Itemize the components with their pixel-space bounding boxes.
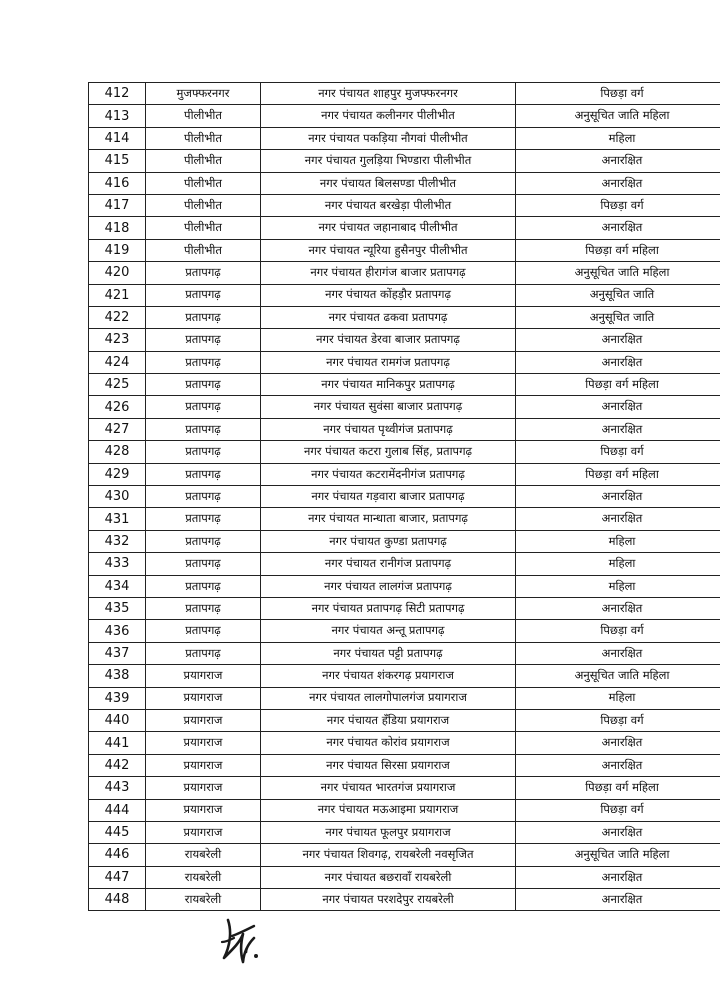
table-row bbox=[89, 687, 720, 709]
reservation-category-cell: पिछड़ा वर्ग महिला bbox=[516, 374, 720, 396]
district-cell: पीलीभीत bbox=[146, 194, 261, 216]
serial-number-cell: 438 bbox=[89, 665, 146, 687]
reservation-category-cell: महिला bbox=[516, 530, 720, 552]
district-cell: प्रयागराज bbox=[146, 687, 261, 709]
nagar-panchayat-cell: नगर पंचायत लालगंज प्रतापगढ़ bbox=[261, 575, 516, 597]
serial-number-cell: 435 bbox=[89, 597, 146, 619]
nagar-panchayat-cell: नगर पंचायत कोंहड़ौर प्रतापगढ़ bbox=[261, 284, 516, 306]
nagar-panchayat-cell: नगर पंचायत जहानाबाद पीलीभीत bbox=[261, 217, 516, 239]
table-row bbox=[89, 418, 720, 440]
nagar-panchayat-cell: नगर पंचायत बरखेड़ा पीलीभीत bbox=[261, 194, 516, 216]
nagar-panchayat-cell: नगर पंचायत कुण्डा प्रतापगढ़ bbox=[261, 530, 516, 552]
serial-number-cell: 447 bbox=[89, 866, 146, 888]
table-row bbox=[89, 553, 720, 575]
reservation-category-cell: अनुसूचित जाति महिला bbox=[516, 262, 720, 284]
nagar-panchayat-cell: नगर पंचायत भारतगंज प्रयागराज bbox=[261, 777, 516, 799]
nagar-panchayat-cell: नगर पंचायत शिवगढ़, रायबरेली नवसृजित bbox=[261, 844, 516, 866]
district-cell: प्रयागराज bbox=[146, 709, 261, 731]
district-cell: प्रतापगढ़ bbox=[146, 463, 261, 485]
table-row bbox=[89, 799, 720, 821]
nagar-panchayat-cell: नगर पंचायत न्यूरिया हुसैनपुर पीलीभीत bbox=[261, 239, 516, 261]
reservation-category-cell: अनारक्षित bbox=[516, 866, 720, 888]
district-cell: प्रयागराज bbox=[146, 665, 261, 687]
reservation-category-cell: पिछड़ा वर्ग bbox=[516, 709, 720, 731]
district-cell: पीलीभीत bbox=[146, 127, 261, 149]
district-cell: प्रतापगढ़ bbox=[146, 441, 261, 463]
table-row bbox=[89, 83, 720, 105]
nagar-panchayat-cell: नगर पंचायत कटरामेंदनीगंज प्रतापगढ़ bbox=[261, 463, 516, 485]
district-cell: रायबरेली bbox=[146, 866, 261, 888]
serial-number-cell: 436 bbox=[89, 620, 146, 642]
nagar-panchayat-cell: नगर पंचायत डेरवा बाजार प्रतापगढ़ bbox=[261, 329, 516, 351]
district-cell: रायबरेली bbox=[146, 844, 261, 866]
district-cell: प्रयागराज bbox=[146, 799, 261, 821]
table-row bbox=[89, 351, 720, 373]
district-cell: प्रयागराज bbox=[146, 821, 261, 843]
district-cell: पीलीभीत bbox=[146, 217, 261, 239]
table-row bbox=[89, 127, 720, 149]
nagar-panchayat-cell: नगर पंचायत हँडिया प्रयागराज bbox=[261, 709, 516, 731]
serial-number-cell: 417 bbox=[89, 194, 146, 216]
reservation-category-cell: अनारक्षित bbox=[516, 396, 720, 418]
nagar-panchayat-cell: नगर पंचायत सुवंसा बाजार प्रतापगढ़ bbox=[261, 396, 516, 418]
reservation-category-cell: अनारक्षित bbox=[516, 217, 720, 239]
reservation-category-cell: अनारक्षित bbox=[516, 329, 720, 351]
table-row bbox=[89, 889, 720, 911]
reservation-category-cell: अनारक्षित bbox=[516, 732, 720, 754]
district-cell: पीलीभीत bbox=[146, 239, 261, 261]
nagar-panchayat-cell: नगर पंचायत पृथ्वीगंज प्रतापगढ़ bbox=[261, 418, 516, 440]
district-cell: प्रतापगढ़ bbox=[146, 418, 261, 440]
reservation-category-cell: अनारक्षित bbox=[516, 486, 720, 508]
nagar-panchayat-cell: नगर पंचायत बिलसण्डा पीलीभीत bbox=[261, 172, 516, 194]
nagar-panchayat-cell: नगर पंचायत ढकवा प्रतापगढ़ bbox=[261, 306, 516, 328]
table-row bbox=[89, 620, 720, 642]
nagar-panchayat-cell: नगर पंचायत कटरा गुलाब सिंह, प्रतापगढ़ bbox=[261, 441, 516, 463]
district-cell: प्रयागराज bbox=[146, 732, 261, 754]
table-row bbox=[89, 463, 720, 485]
reservation-category-cell: अनुसूचित जाति bbox=[516, 306, 720, 328]
serial-number-cell: 425 bbox=[89, 374, 146, 396]
serial-number-cell: 442 bbox=[89, 754, 146, 776]
serial-number-cell: 429 bbox=[89, 463, 146, 485]
district-cell: प्रतापगढ़ bbox=[146, 597, 261, 619]
serial-number-cell: 433 bbox=[89, 553, 146, 575]
table-row bbox=[89, 530, 720, 552]
district-cell: प्रयागराज bbox=[146, 754, 261, 776]
district-cell: प्रतापगढ़ bbox=[146, 351, 261, 373]
serial-number-cell: 448 bbox=[89, 889, 146, 911]
table-row bbox=[89, 821, 720, 843]
table-row bbox=[89, 754, 720, 776]
district-cell: प्रतापगढ़ bbox=[146, 396, 261, 418]
serial-number-cell: 443 bbox=[89, 777, 146, 799]
district-cell: पीलीभीत bbox=[146, 105, 261, 127]
nagar-panchayat-cell: नगर पंचायत अन्तू प्रतापगढ़ bbox=[261, 620, 516, 642]
serial-number-cell: 432 bbox=[89, 530, 146, 552]
handwritten-signature-icon bbox=[210, 912, 270, 972]
table-row bbox=[89, 374, 720, 396]
table-row bbox=[89, 262, 720, 284]
nagar-panchayat-cell: नगर पंचायत गड़वारा बाजार प्रतापगढ़ bbox=[261, 486, 516, 508]
reservation-category-cell: पिछड़ा वर्ग bbox=[516, 441, 720, 463]
table-row bbox=[89, 172, 720, 194]
reservation-category-cell: अनुसूचित जाति महिला bbox=[516, 105, 720, 127]
table-row bbox=[89, 306, 720, 328]
serial-number-cell: 430 bbox=[89, 486, 146, 508]
district-cell: प्रयागराज bbox=[146, 777, 261, 799]
reservation-category-cell: पिछड़ा वर्ग महिला bbox=[516, 777, 720, 799]
district-cell: प्रतापगढ़ bbox=[146, 262, 261, 284]
nagar-panchayat-cell: नगर पंचायत मान्धाता बाजार, प्रतापगढ़ bbox=[261, 508, 516, 530]
nagar-panchayat-cell: नगर पंचायत सिरसा प्रयागराज bbox=[261, 754, 516, 776]
table-row bbox=[89, 396, 720, 418]
serial-number-cell: 412 bbox=[89, 83, 146, 105]
reservation-table bbox=[88, 82, 720, 911]
serial-number-cell: 427 bbox=[89, 418, 146, 440]
serial-number-cell: 440 bbox=[89, 709, 146, 731]
reservation-category-cell: अनारक्षित bbox=[516, 172, 720, 194]
table-row bbox=[89, 575, 720, 597]
serial-number-cell: 414 bbox=[89, 127, 146, 149]
district-cell: प्रतापगढ़ bbox=[146, 329, 261, 351]
nagar-panchayat-cell: नगर पंचायत बछरावाँ रायबरेली bbox=[261, 866, 516, 888]
nagar-panchayat-cell: नगर पंचायत रामगंज प्रतापगढ़ bbox=[261, 351, 516, 373]
serial-number-cell: 431 bbox=[89, 508, 146, 530]
reservation-category-cell: अनारक्षित bbox=[516, 351, 720, 373]
nagar-panchayat-cell: नगर पंचायत गुलड़िया भिण्डारा पीलीभीत bbox=[261, 150, 516, 172]
reservation-category-cell: महिला bbox=[516, 553, 720, 575]
reservation-category-cell: अनुसूचित जाति bbox=[516, 284, 720, 306]
serial-number-cell: 428 bbox=[89, 441, 146, 463]
reservation-category-cell: महिला bbox=[516, 575, 720, 597]
reservation-category-cell: महिला bbox=[516, 687, 720, 709]
district-cell: प्रतापगढ़ bbox=[146, 508, 261, 530]
serial-number-cell: 418 bbox=[89, 217, 146, 239]
serial-number-cell: 419 bbox=[89, 239, 146, 261]
nagar-panchayat-cell: नगर पंचायत कलीनगर पीलीभीत bbox=[261, 105, 516, 127]
table-row bbox=[89, 284, 720, 306]
nagar-panchayat-cell: नगर पंचायत मानिकपुर प्रतापगढ़ bbox=[261, 374, 516, 396]
serial-number-cell: 416 bbox=[89, 172, 146, 194]
nagar-panchayat-cell: नगर पंचायत पकड़िया नौगवां पीलीभीत bbox=[261, 127, 516, 149]
nagar-panchayat-cell: नगर पंचायत कोरांव प्रयागराज bbox=[261, 732, 516, 754]
table-row bbox=[89, 665, 720, 687]
nagar-panchayat-cell: नगर पंचायत लालगोपालगंज प्रयागराज bbox=[261, 687, 516, 709]
reservation-category-cell: अनारक्षित bbox=[516, 821, 720, 843]
nagar-panchayat-cell: नगर पंचायत रानीगंज प्रतापगढ़ bbox=[261, 553, 516, 575]
table-row bbox=[89, 217, 720, 239]
nagar-panchayat-cell: नगर पंचायत परशदेपुर रायबरेली bbox=[261, 889, 516, 911]
nagar-panchayat-cell: नगर पंचायत पट्टी प्रतापगढ़ bbox=[261, 642, 516, 664]
table-body bbox=[89, 83, 720, 911]
serial-number-cell: 420 bbox=[89, 262, 146, 284]
reservation-category-cell: अनुसूचित जाति महिला bbox=[516, 665, 720, 687]
table-row bbox=[89, 732, 720, 754]
reservation-category-cell: पिछड़ा वर्ग महिला bbox=[516, 463, 720, 485]
reservation-category-cell: अनुसूचित जाति महिला bbox=[516, 844, 720, 866]
serial-number-cell: 424 bbox=[89, 351, 146, 373]
nagar-panchayat-cell: नगर पंचायत हीरागंज बाजार प्रतापगढ़ bbox=[261, 262, 516, 284]
district-cell: प्रतापगढ़ bbox=[146, 284, 261, 306]
district-cell: प्रतापगढ़ bbox=[146, 486, 261, 508]
reservation-category-cell: अनारक्षित bbox=[516, 418, 720, 440]
table-row bbox=[89, 486, 720, 508]
serial-number-cell: 422 bbox=[89, 306, 146, 328]
serial-number-cell: 421 bbox=[89, 284, 146, 306]
reservation-category-cell: पिछड़ा वर्ग महिला bbox=[516, 239, 720, 261]
district-cell: रायबरेली bbox=[146, 889, 261, 911]
serial-number-cell: 434 bbox=[89, 575, 146, 597]
table-row bbox=[89, 441, 720, 463]
nagar-panchayat-cell: नगर पंचायत शाहपुर मुजफ्फरनगर bbox=[261, 83, 516, 105]
serial-number-cell: 413 bbox=[89, 105, 146, 127]
nagar-panchayat-cell: नगर पंचायत प्रतापगढ़ सिटी प्रतापगढ़ bbox=[261, 597, 516, 619]
nagar-panchayat-cell: नगर पंचायत मऊआइमा प्रयागराज bbox=[261, 799, 516, 821]
serial-number-cell: 441 bbox=[89, 732, 146, 754]
reservation-category-cell: पिछड़ा वर्ग bbox=[516, 194, 720, 216]
district-cell: पीलीभीत bbox=[146, 172, 261, 194]
table-row bbox=[89, 777, 720, 799]
nagar-panchayat-cell: नगर पंचायत फूलपुर प्रयागराज bbox=[261, 821, 516, 843]
district-cell: प्रतापगढ़ bbox=[146, 374, 261, 396]
table-row bbox=[89, 508, 720, 530]
table-row bbox=[89, 597, 720, 619]
district-cell: प्रतापगढ़ bbox=[146, 620, 261, 642]
serial-number-cell: 446 bbox=[89, 844, 146, 866]
district-cell: प्रतापगढ़ bbox=[146, 306, 261, 328]
reservation-category-cell: अनारक्षित bbox=[516, 508, 720, 530]
district-cell: पीलीभीत bbox=[146, 150, 261, 172]
district-cell: प्रतापगढ़ bbox=[146, 575, 261, 597]
serial-number-cell: 415 bbox=[89, 150, 146, 172]
serial-number-cell: 444 bbox=[89, 799, 146, 821]
district-cell: प्रतापगढ़ bbox=[146, 642, 261, 664]
serial-number-cell: 439 bbox=[89, 687, 146, 709]
table-row bbox=[89, 844, 720, 866]
table-row bbox=[89, 239, 720, 261]
reservation-category-cell: अनारक्षित bbox=[516, 597, 720, 619]
table-row bbox=[89, 194, 720, 216]
nagar-panchayat-cell: नगर पंचायत शंकरगढ़ प्रयागराज bbox=[261, 665, 516, 687]
table-row bbox=[89, 709, 720, 731]
district-cell: प्रतापगढ़ bbox=[146, 530, 261, 552]
serial-number-cell: 426 bbox=[89, 396, 146, 418]
serial-number-cell: 423 bbox=[89, 329, 146, 351]
district-cell: मुजफ्फरनगर bbox=[146, 83, 261, 105]
serial-number-cell: 445 bbox=[89, 821, 146, 843]
reservation-category-cell: अनारक्षित bbox=[516, 642, 720, 664]
table-row bbox=[89, 866, 720, 888]
table-row bbox=[89, 329, 720, 351]
reservation-category-cell: पिछड़ा वर्ग bbox=[516, 83, 720, 105]
reservation-category-cell: अनारक्षित bbox=[516, 754, 720, 776]
table-row bbox=[89, 150, 720, 172]
reservation-category-cell: अनारक्षित bbox=[516, 150, 720, 172]
table-row bbox=[89, 642, 720, 664]
reservation-category-cell: पिछड़ा वर्ग bbox=[516, 620, 720, 642]
table-row bbox=[89, 105, 720, 127]
reservation-category-cell: अनारक्षित bbox=[516, 889, 720, 911]
reservation-category-cell: पिछड़ा वर्ग bbox=[516, 799, 720, 821]
reservation-category-cell: महिला bbox=[516, 127, 720, 149]
serial-number-cell: 437 bbox=[89, 642, 146, 664]
district-cell: प्रतापगढ़ bbox=[146, 553, 261, 575]
